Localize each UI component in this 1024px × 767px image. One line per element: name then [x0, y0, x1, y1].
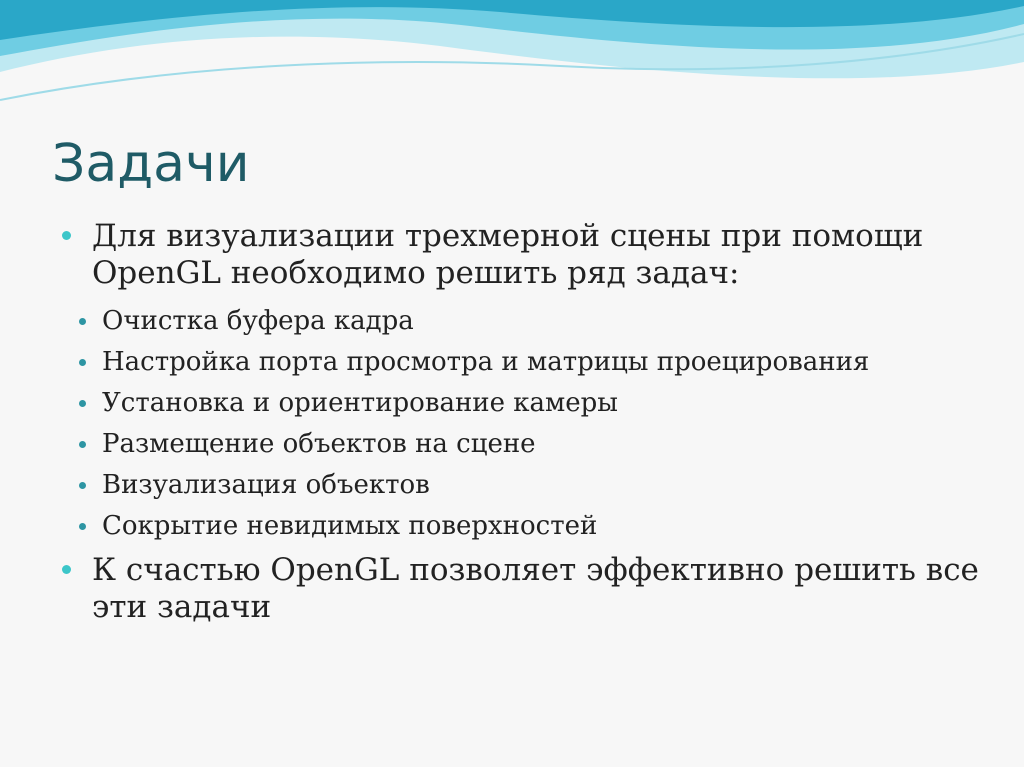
sub-bullet-text: Размещение объектов на сцене: [102, 429, 536, 459]
sub-bullet-text: Очистка буфера кадра: [102, 306, 414, 336]
sub-bullet-item: [62, 470, 992, 500]
slide-content: [62, 218, 992, 640]
bullet-dot-icon: [79, 359, 86, 366]
bullet-item-2: [62, 552, 992, 626]
sub-bullet-list: [62, 306, 992, 541]
sub-bullet-item: [62, 347, 992, 377]
bullet-item-1: [62, 218, 992, 292]
sub-bullet-item: [62, 306, 992, 336]
slide-title: Задачи: [52, 134, 250, 194]
sub-bullet-item: [62, 388, 992, 418]
bullet-dot-icon: [62, 231, 71, 240]
sub-bullet-text: Настройка порта просмотра и матрицы проецирования: [102, 347, 870, 377]
bullet-dot-icon: [62, 565, 71, 574]
bullet-dot-icon: [79, 523, 86, 530]
decorative-wave-header: [0, 0, 1024, 120]
sub-bullet-text: Визуализация объектов: [102, 470, 430, 500]
sub-bullet-text: Установка и ориентирование камеры: [102, 388, 618, 418]
bullet-item-2-text: К счастью OpenGL позволяет эффективно решить все эти задачи: [92, 552, 979, 625]
sub-bullet-item: [62, 511, 992, 541]
bullet-dot-icon: [79, 400, 86, 407]
sub-bullet-item: [62, 429, 992, 459]
bullet-dot-icon: [79, 441, 86, 448]
bullet-item-1-text: Для визуализации трехмерной сцены при помощи OpenGL необходимо решить ряд задач:: [92, 218, 924, 291]
bullet-dot-icon: [79, 482, 86, 489]
sub-bullet-text: Сокрытие невидимых поверхностей: [102, 511, 598, 541]
bullet-dot-icon: [79, 318, 86, 325]
